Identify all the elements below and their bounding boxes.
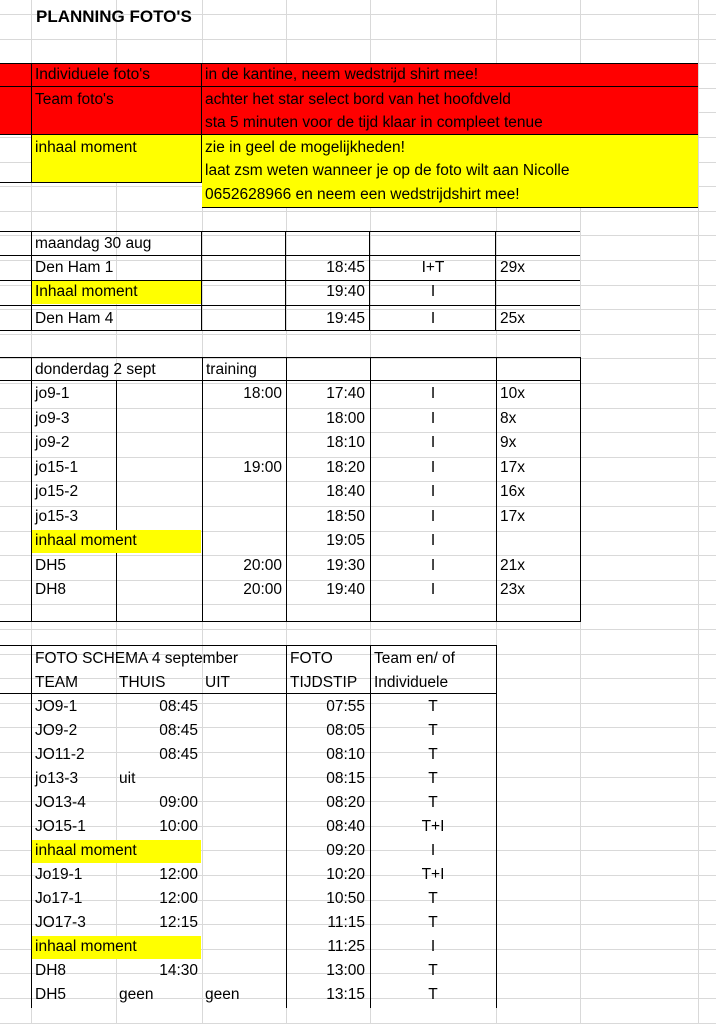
- thursday-row-name[interactable]: jo15-2: [35, 483, 79, 500]
- saturday-row-thuis[interactable]: [116, 840, 202, 862]
- monday-row-time[interactable]: 19:45: [326, 310, 365, 327]
- thursday-row-type[interactable]: I: [430, 581, 436, 598]
- thursday-row-count[interactable]: 21x: [500, 556, 525, 574]
- saturday-header[interactable]: FOTO SCHEMA 4 september: [35, 650, 238, 667]
- thursday-row-count[interactable]: 17x: [500, 458, 525, 476]
- thursday-row-training[interactable]: [202, 408, 286, 430]
- saturday-row-team[interactable]: JO9-2: [35, 722, 78, 739]
- thursday-row-training[interactable]: 18:00: [243, 385, 282, 402]
- saturday-row-thuis[interactable]: 12:15: [159, 914, 198, 931]
- thursday-row-name[interactable]: DH8: [35, 581, 67, 598]
- thursday-row-name[interactable]: inhaal moment: [35, 532, 137, 549]
- info-team-line2[interactable]: sta 5 minuten voor de tijd klaar in compleet tenue: [205, 114, 543, 131]
- monday-row-time[interactable]: 19:40: [326, 283, 365, 300]
- gridline-horizontal: [0, 334, 716, 335]
- saturday-row-thuis[interactable]: 12:00: [159, 890, 198, 907]
- saturday-row-thuis[interactable]: 08:45: [159, 746, 198, 763]
- monday-row-name[interactable]: Den Ham 1: [35, 259, 114, 276]
- thursday-row-training[interactable]: 19:00: [243, 458, 282, 476]
- saturday-row-uit[interactable]: geen: [205, 986, 240, 1003]
- saturday-row-team[interactable]: inhaal moment: [35, 842, 137, 859]
- monday-row-type[interactable]: I: [430, 310, 436, 327]
- saturday-row-type[interactable]: T: [428, 722, 438, 739]
- saturday-row-team[interactable]: JO15-1: [35, 818, 86, 835]
- thursday-row-time[interactable]: 17:40: [326, 385, 365, 402]
- saturday-row-uit[interactable]: [202, 840, 286, 862]
- thursday-row-training[interactable]: [202, 432, 286, 454]
- saturday-row-uit[interactable]: [202, 816, 286, 838]
- thursday-row-time[interactable]: 18:00: [326, 409, 365, 427]
- thursday-row-training[interactable]: [202, 481, 286, 503]
- saturday-row-thuis[interactable]: 12:00: [159, 866, 198, 883]
- saturday-row-type[interactable]: T: [428, 794, 438, 811]
- info-inhaal-line1[interactable]: zie in geel de mogelijkheden!: [205, 139, 405, 156]
- saturday-row-uit[interactable]: [202, 912, 286, 934]
- thursday-row-training[interactable]: [202, 506, 286, 528]
- saturday-row-uit[interactable]: [202, 888, 286, 910]
- gridline-horizontal: [0, 629, 716, 630]
- saturday-row-time[interactable]: 10:20: [326, 866, 365, 883]
- thursday-row-name[interactable]: jo15-1: [35, 458, 79, 476]
- saturday-row-thuis[interactable]: [116, 936, 202, 958]
- thursday-row-count[interactable]: 17x: [500, 507, 525, 525]
- monday-row-name[interactable]: Inhaal moment: [35, 283, 138, 300]
- saturday-row-thuis[interactable]: 10:00: [159, 818, 198, 835]
- info-inhaal-label[interactable]: inhaal moment: [35, 139, 137, 156]
- saturday-row-uit[interactable]: [202, 960, 286, 982]
- thursday-row-type[interactable]: I: [430, 507, 436, 525]
- info-team-line1[interactable]: achter het star select bord van het hoofdveld: [205, 91, 511, 108]
- info-individual-label[interactable]: Individuele foto's: [35, 66, 150, 83]
- monday-row-type[interactable]: I: [430, 283, 436, 300]
- monday-row-count[interactable]: [497, 281, 579, 303]
- saturday-col-foto[interactable]: FOTO: [290, 650, 333, 667]
- saturday-row-type[interactable]: I: [430, 842, 436, 859]
- thursday-row-training[interactable]: 20:00: [243, 581, 282, 598]
- thursday-row-type[interactable]: I: [430, 483, 436, 500]
- saturday-row-time[interactable]: 08:20: [326, 794, 365, 811]
- saturday-row-time[interactable]: 07:55: [326, 698, 365, 715]
- saturday-row-team[interactable]: Jo19-1: [35, 866, 83, 883]
- saturday-row-time[interactable]: 13:15: [326, 986, 365, 1003]
- saturday-row-team[interactable]: inhaal moment: [35, 938, 137, 955]
- thursday-training-header[interactable]: training: [206, 361, 257, 378]
- info-inhaal-line3[interactable]: 0652628966 en neem een wedstrijdshirt mee!: [205, 186, 520, 203]
- saturday-row-uit[interactable]: [202, 792, 286, 814]
- thursday-row-type[interactable]: I: [430, 385, 436, 402]
- thursday-row-training[interactable]: [202, 530, 286, 552]
- info-individual-text[interactable]: in de kantine, neem wedstrijd shirt mee!: [205, 66, 479, 83]
- saturday-row-type[interactable]: T+I: [421, 866, 445, 883]
- thursday-row-count[interactable]: 23x: [500, 581, 525, 598]
- thursday-row-time[interactable]: 18:20: [326, 458, 365, 476]
- saturday-row-type[interactable]: T: [428, 746, 438, 763]
- saturday-row-time[interactable]: 11:15: [327, 914, 365, 931]
- thursday-row-name[interactable]: DH5: [35, 556, 67, 574]
- saturday-row-team[interactable]: jo13-3: [35, 770, 79, 787]
- thursday-row-count[interactable]: [497, 530, 579, 552]
- saturday-row-thuis[interactable]: 14:30: [159, 962, 198, 979]
- thursday-row-type[interactable]: I: [430, 409, 436, 427]
- saturday-row-time[interactable]: 08:05: [326, 722, 365, 739]
- saturday-row-type[interactable]: T: [428, 698, 438, 715]
- thursday-row-time[interactable]: 18:40: [326, 483, 365, 500]
- thursday-row-count[interactable]: 9x: [500, 434, 517, 451]
- saturday-row-uit[interactable]: [202, 864, 286, 886]
- saturday-row-team[interactable]: JO11-2: [35, 746, 85, 763]
- saturday-col-thuis[interactable]: THUIS: [119, 674, 166, 691]
- thursday-header-divider: [0, 356, 580, 381]
- thursday-row-time[interactable]: 19:40: [326, 581, 365, 598]
- saturday-row-team[interactable]: JO13-4: [35, 794, 86, 811]
- saturday-row-uit[interactable]: [202, 744, 286, 766]
- thursday-row-count[interactable]: 10x: [500, 385, 525, 402]
- saturday-row-time[interactable]: 08:40: [326, 818, 365, 835]
- saturday-row-team[interactable]: DH8: [35, 962, 67, 979]
- saturday-col-individuele[interactable]: Individuele: [374, 674, 449, 691]
- saturday-row-uit[interactable]: [202, 720, 286, 742]
- saturday-row-type[interactable]: T: [428, 962, 438, 979]
- thursday-row-count[interactable]: 8x: [500, 409, 517, 427]
- thursday-row-time[interactable]: 19:05: [326, 532, 365, 549]
- thursday-row-time[interactable]: 18:10: [326, 434, 365, 451]
- monday-row-count[interactable]: 29x: [500, 259, 525, 276]
- saturday-row-team[interactable]: DH5: [35, 986, 67, 1003]
- thursday-row-name[interactable]: jo9-3: [35, 409, 70, 427]
- saturday-row-thuis[interactable]: 08:45: [159, 722, 198, 739]
- saturday-row-type[interactable]: T: [428, 914, 438, 931]
- thursday-row-type[interactable]: I: [430, 458, 436, 476]
- saturday-row-time[interactable]: 13:00: [326, 962, 365, 979]
- saturday-row-time[interactable]: 08:15: [326, 770, 365, 787]
- saturday-col-uit[interactable]: UIT: [205, 674, 230, 691]
- info-inhaal-left: [0, 135, 31, 183]
- saturday-row-type[interactable]: T: [428, 986, 438, 1003]
- saturday-row-time[interactable]: 09:20: [326, 842, 365, 859]
- monday-row-type[interactable]: I+T: [421, 259, 445, 276]
- thursday-row-type[interactable]: I: [430, 556, 436, 574]
- saturday-row-time[interactable]: 10:50: [326, 890, 365, 907]
- saturday-row-thuis[interactable]: 08:45: [159, 698, 198, 715]
- thursday-row-type[interactable]: I: [430, 532, 436, 549]
- thursday-row-count[interactable]: 16x: [500, 483, 525, 500]
- gridline-vertical: [698, 0, 699, 1024]
- thursday-row-training[interactable]: 20:00: [243, 556, 282, 574]
- saturday-col-team[interactable]: TEAM: [35, 674, 79, 691]
- thursday-header[interactable]: donderdag 2 sept: [35, 361, 156, 378]
- saturday-row-thuis[interactable]: geen: [119, 986, 154, 1003]
- gridline-horizontal: [0, 211, 716, 212]
- saturday-row-time[interactable]: 08:10: [326, 746, 365, 763]
- saturday-row-uit[interactable]: [202, 936, 286, 958]
- thursday-row-time[interactable]: 18:50: [326, 507, 365, 525]
- thursday-row-name[interactable]: jo15-3: [35, 507, 79, 525]
- saturday-row-team[interactable]: Jo17-1: [35, 890, 83, 907]
- saturday-row-thuis[interactable]: 09:00: [159, 794, 198, 811]
- saturday-row-team[interactable]: JO9-1: [35, 698, 78, 715]
- monday-row-count[interactable]: 25x: [500, 310, 525, 327]
- thursday-row-time[interactable]: 19:30: [326, 556, 365, 574]
- thursday-row-name[interactable]: jo9-2: [35, 434, 70, 451]
- info-inhaal-line2[interactable]: laat zsm weten wanneer je op de foto wilt aan Nicolle: [205, 162, 570, 179]
- info-team-label[interactable]: Team foto's: [35, 91, 114, 108]
- saturday-row-uit[interactable]: [202, 696, 286, 718]
- monday-row-time[interactable]: 18:45: [326, 259, 365, 276]
- saturday-row-type[interactable]: T: [428, 770, 438, 787]
- monday-header[interactable]: maandag 30 aug: [35, 235, 152, 252]
- saturday-row-type[interactable]: I: [430, 938, 436, 955]
- saturday-row-team[interactable]: JO17-3: [35, 914, 86, 931]
- saturday-row-type[interactable]: T+I: [421, 818, 445, 835]
- thursday-row-name[interactable]: jo9-1: [35, 385, 70, 402]
- saturday-row-thuis[interactable]: uit: [119, 770, 136, 787]
- monday-row-name[interactable]: Den Ham 4: [35, 310, 114, 327]
- page-title[interactable]: PLANNING FOTO'S: [36, 7, 192, 26]
- saturday-row-time[interactable]: 11:25: [327, 938, 365, 955]
- saturday-row-type[interactable]: T: [428, 890, 438, 907]
- saturday-col-tijdstip[interactable]: TIJDSTIP: [290, 674, 358, 691]
- gridline-horizontal: [0, 39, 716, 40]
- saturday-row-uit[interactable]: [202, 768, 286, 790]
- thursday-row-type[interactable]: I: [430, 434, 436, 451]
- saturday-col-team-of[interactable]: Team en/ of: [374, 650, 455, 667]
